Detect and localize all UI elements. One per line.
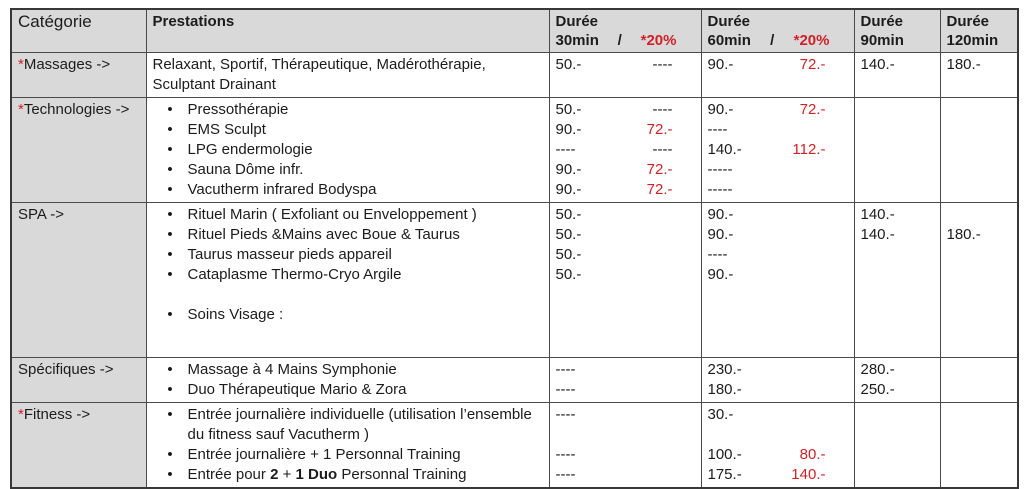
price-cell-massages-60 — [701, 53, 854, 98]
service-label-rich — [188, 465, 543, 485]
category-cell-specifiques — [11, 358, 146, 403]
price-value: 50.- — [555, 56, 582, 73]
list-item — [153, 305, 543, 325]
category-cell-spa — [11, 203, 146, 358]
category-asterisk: * — [18, 406, 24, 423]
list-item — [153, 140, 543, 160]
list-item — [153, 100, 543, 120]
price-value: 90.- — [707, 56, 734, 73]
rich-text-pre: Entrée pour — [187, 466, 266, 483]
price-value: ---- — [555, 381, 576, 398]
prestations-cell-technologies — [146, 98, 549, 203]
price-value: 250.- — [860, 381, 895, 398]
list-item — [153, 180, 543, 200]
header-cell-categorie — [11, 9, 146, 53]
service-label: Rituel Marin ( Exfoliant ou Enveloppement ) — [187, 206, 477, 223]
price-cell-specifiques-120 — [940, 358, 1018, 403]
duree-60-duration: 60min — [707, 32, 751, 49]
price-value: ---- — [555, 406, 576, 423]
rich-text-bold1: 2 — [270, 466, 279, 483]
category-cell-massages — [11, 53, 146, 98]
duree-30-separator: / — [617, 32, 622, 49]
rich-text-mid: + — [282, 466, 292, 483]
list-item — [153, 225, 543, 245]
price-value: 30.- — [707, 406, 734, 423]
price-discount: ---- — [652, 141, 673, 158]
price-value: 230.- — [707, 361, 742, 378]
list-item — [153, 465, 543, 485]
pricing-table-wrap — [10, 8, 1017, 489]
price-cell-technologies-60 — [701, 98, 854, 203]
categorie-header-label: Catégorie — [18, 12, 92, 31]
service-label: Pressothérapie — [187, 101, 289, 118]
category-label: SPA -> — [18, 206, 64, 223]
price-cell-specifiques-90 — [854, 358, 940, 403]
list-item — [153, 265, 543, 285]
price-value: ----- — [707, 181, 733, 198]
price-cell-technologies-90 — [854, 98, 940, 203]
bullet-icon: • — [167, 101, 173, 118]
bullet-icon: • — [167, 181, 173, 198]
bullet-icon: • — [167, 446, 173, 463]
price-discount: ---- — [652, 56, 673, 73]
price-value: 90.- — [707, 101, 734, 118]
category-label: Technologies -> — [23, 101, 130, 118]
header-cell-duree-90 — [854, 9, 940, 53]
price-cell-spa-90 — [854, 203, 940, 358]
price-value: 100.- — [707, 446, 742, 463]
price-cell-specifiques-30 — [549, 358, 701, 403]
price-value: 50.- — [555, 226, 582, 243]
price-value: 90.- — [707, 226, 734, 243]
price-cell-spa-60 — [701, 203, 854, 358]
list-item — [153, 405, 543, 445]
header-cell-prestations — [146, 9, 549, 53]
category-asterisk: * — [18, 101, 24, 118]
price-value: 180.- — [946, 226, 981, 243]
category-label: Massages -> — [23, 56, 111, 73]
category-asterisk: * — [18, 56, 24, 73]
prestations-header-label: Prestations — [152, 13, 235, 30]
prestations-cell-fitness — [146, 403, 549, 489]
price-value: ---- — [555, 361, 576, 378]
service-label: Taurus masseur pieds appareil — [187, 246, 392, 263]
bullet-icon: • — [167, 121, 173, 138]
header-cell-duree-120 — [940, 9, 1018, 53]
price-value: 140.- — [860, 206, 895, 223]
bullet-icon: • — [167, 206, 173, 223]
list-item — [153, 445, 543, 465]
price-value: 140.- — [707, 141, 742, 158]
service-label: Massage à 4 Mains Symphonie — [187, 361, 397, 378]
bullet-icon: • — [167, 266, 173, 283]
price-value: 140.- — [860, 226, 895, 243]
price-discount: ---- — [652, 101, 673, 118]
service-label: Duo Thérapeutique Mario & Zora — [187, 381, 407, 398]
list-item — [153, 120, 543, 140]
bullet-icon: • — [167, 466, 173, 483]
service-label: Cataplasme Thermo-Cryo Argile — [187, 266, 402, 283]
category-label: Spécifiques -> — [18, 361, 114, 378]
category-cell-fitness — [11, 403, 146, 489]
service-label: Sauna Dôme infr. — [187, 161, 304, 178]
list-item — [153, 245, 543, 265]
duree-30-duration: 30min — [555, 32, 599, 49]
bullet-icon: • — [167, 381, 173, 398]
price-value: 90.- — [707, 206, 734, 223]
service-label: Entrée journalière individuelle (utilisation l’ensemble du fitness sauf Vacutherm ) — [187, 406, 532, 443]
price-value: 50.- — [555, 101, 582, 118]
price-value: 180.- — [707, 381, 742, 398]
list-item — [153, 360, 543, 380]
table-row-technologies — [11, 98, 1018, 203]
price-discount: 72.- — [646, 161, 673, 178]
header-row — [11, 9, 1018, 53]
table-row-massages — [11, 53, 1018, 98]
duree-60-discount: *20% — [793, 32, 830, 49]
service-label: Rituel Pieds &Mains avec Boue & Taurus — [187, 226, 460, 243]
bullet-icon: • — [167, 406, 173, 423]
price-value: 90.- — [555, 181, 582, 198]
price-cell-massages-30 — [549, 53, 701, 98]
category-cell-technologies — [11, 98, 146, 203]
price-value: 175.- — [707, 466, 742, 483]
blank-line — [153, 285, 543, 305]
service-label: Entrée journalière + 1 Personnal Training — [187, 446, 461, 463]
price-value: ---- — [555, 466, 576, 483]
price-value: 90.- — [555, 161, 582, 178]
price-discount: 140.- — [791, 466, 826, 483]
price-value: 280.- — [860, 361, 895, 378]
price-discount: 112.- — [792, 141, 826, 158]
massages-description: Relaxant, Sportif, Thérapeutique, Madérothérapie, Sculptant Drainant — [152, 56, 486, 93]
price-cell-technologies-30 — [549, 98, 701, 203]
table-row-fitness — [11, 403, 1018, 489]
category-label: Fitness -> — [23, 406, 91, 423]
price-value: 90.- — [707, 266, 734, 283]
service-label: Soins Visage : — [187, 306, 284, 323]
price-value: 50.- — [555, 266, 582, 283]
price-cell-fitness-90 — [854, 403, 940, 489]
duree-120-duration: 120min — [946, 32, 999, 49]
price-discount: 72.- — [646, 181, 673, 198]
price-discount: 80.- — [799, 446, 826, 463]
duree-60-separator: / — [770, 32, 775, 49]
service-label: EMS Sculpt — [187, 121, 266, 138]
prestations-cell-spa — [146, 203, 549, 358]
price-cell-fitness-30 — [549, 403, 701, 489]
service-label: Vacutherm infrared Bodyspa — [187, 181, 377, 198]
price-cell-technologies-120 — [940, 98, 1018, 203]
price-value: 50.- — [555, 246, 582, 263]
bullet-icon: • — [167, 306, 173, 323]
header-cell-duree-60 — [701, 9, 854, 53]
price-value: ----- — [707, 161, 733, 178]
table-row-specifiques — [11, 358, 1018, 403]
duree-30-discount: *20% — [640, 32, 677, 49]
price-discount: 72.- — [799, 101, 826, 118]
bullet-icon: • — [167, 246, 173, 263]
duree-60-title: Durée — [707, 13, 751, 30]
bullet-icon: • — [167, 361, 173, 378]
duree-90-duration: 90min — [860, 32, 904, 49]
price-cell-spa-120 — [940, 203, 1018, 358]
table-row-spa — [11, 203, 1018, 358]
service-label: LPG endermologie — [187, 141, 313, 158]
prestations-cell-specifiques — [146, 358, 549, 403]
price-value: ---- — [555, 446, 576, 463]
price-value: 180.- — [946, 56, 981, 73]
list-item — [153, 160, 543, 180]
bullet-icon: • — [167, 141, 173, 158]
duree-120-title: Durée — [946, 13, 990, 30]
prestations-cell-massages — [146, 53, 549, 98]
price-discount: 72.- — [799, 56, 826, 73]
bullet-icon: • — [167, 226, 173, 243]
rich-text-post: Personnal Training — [341, 466, 467, 483]
header-cell-duree-30 — [549, 9, 701, 53]
price-value: ---- — [707, 246, 728, 263]
price-cell-spa-30 — [549, 203, 701, 358]
price-cell-fitness-60 — [701, 403, 854, 489]
bullet-icon: • — [167, 161, 173, 178]
rich-text-bold2: 1 Duo — [295, 466, 338, 483]
price-value: 140.- — [860, 56, 895, 73]
price-cell-fitness-120 — [940, 403, 1018, 489]
list-item — [153, 205, 543, 225]
price-value: 90.- — [555, 121, 582, 138]
price-value: ---- — [707, 121, 728, 138]
duree-90-title: Durée — [860, 13, 904, 30]
price-cell-massages-120 — [940, 53, 1018, 98]
price-discount: 72.- — [646, 121, 673, 138]
price-cell-massages-90 — [854, 53, 940, 98]
pricing-table — [10, 8, 1019, 489]
price-value: 50.- — [555, 206, 582, 223]
price-cell-specifiques-60 — [701, 358, 854, 403]
list-item — [153, 380, 543, 400]
price-value: ---- — [555, 141, 576, 158]
duree-30-title: Durée — [555, 13, 599, 30]
